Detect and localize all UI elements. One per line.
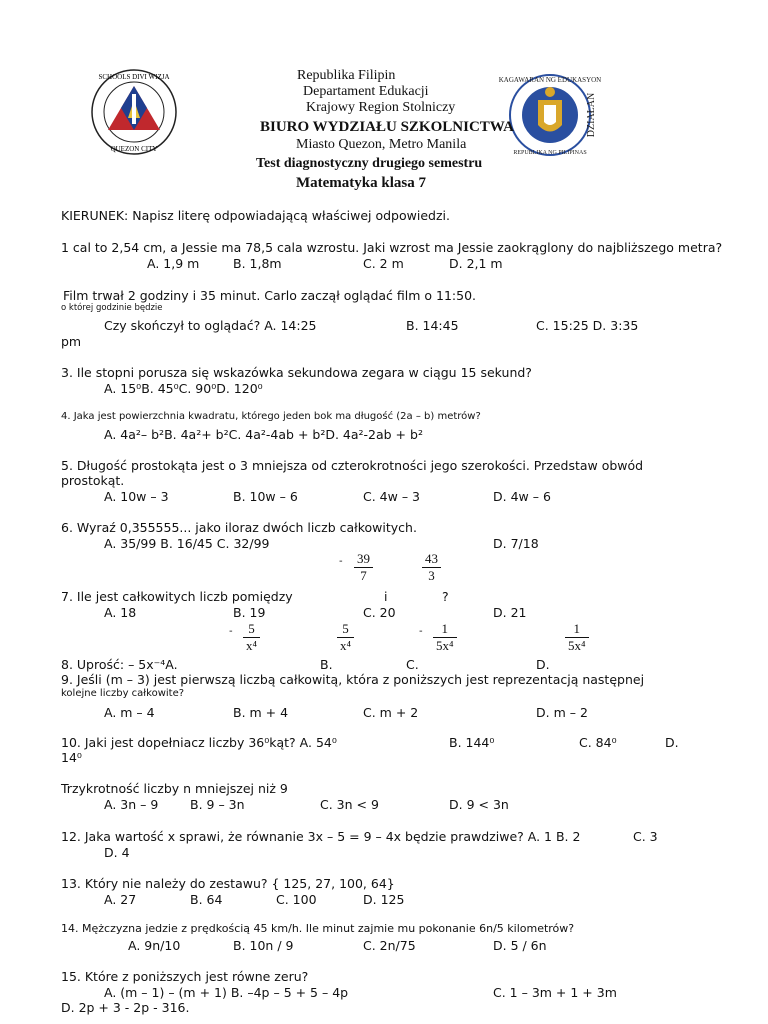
q4-text: 4. Jaka jest powierzchnia kwadratu, którego jeden bok ma długość (2a – b) metrów?: [61, 411, 481, 422]
q11-option-d: D. 9 < 3n: [449, 797, 509, 812]
q11-text: Trzykrotność liczby n mniejszej niż 9: [61, 781, 288, 796]
header-department: Departament Edukacji: [303, 84, 429, 99]
q12-option-d: D. 4: [104, 845, 130, 860]
header-office: BIURO WYDZIAŁU SZKOLNICTWA: [260, 119, 514, 135]
q7-fraction-2: [422, 551, 441, 584]
right-seal: [498, 70, 602, 160]
q2-text: Film trwał 2 godziny i 35 minut. Carlo zaczął oglądać film o 11:50.: [63, 288, 476, 303]
svg-text:KAGAWARAN NG EDUKASYON: KAGAWARAN NG EDUKASYON: [498, 76, 602, 84]
q9-option-d: D. m – 2: [536, 705, 588, 720]
header-city: Miasto Quezon, Metro Manila: [296, 137, 467, 152]
q5-text: 5. Długość prostokąta jest o 3 mniejsza od czterokrotności jego szerokości. Przedstaw obwód: [61, 458, 644, 473]
svg-text:SCHOOLS DIVI WIZJA: SCHOOLS DIVI WIZJA: [98, 73, 170, 81]
q10-option-d: D.: [665, 735, 679, 750]
deped-seal-icon: [498, 70, 602, 160]
q9-text: 9. Jeśli (m – 3) jest pierwszą liczbą całkowitą, która z poniższych jest reprezentacją następnej: [61, 672, 645, 687]
q1-option-a: A. 1,9 m: [147, 256, 200, 271]
q13-option-a: A. 27: [104, 892, 137, 907]
q10-option-d-value: 14⁰: [61, 750, 82, 765]
q2-line: Czy skończył to oglądać? A. 14:25: [104, 318, 317, 333]
q8-f4-num: 1: [565, 621, 589, 638]
q13-option-b: B. 64: [190, 892, 223, 907]
q6-options-abc: A. 35/99 B. 16/45 C. 32/99: [104, 536, 270, 551]
q11-option-a: A. 3n – 9: [104, 797, 159, 812]
q5-option-b: B. 10w – 6: [233, 489, 298, 504]
q10-option-c: C. 84⁰: [579, 735, 617, 750]
q7-frac1-sign: -: [339, 556, 343, 567]
q9-option-a: A. m – 4: [104, 705, 155, 720]
q14-option-d: D. 5 / 6n: [493, 938, 547, 953]
q15-options-ab: A. (m – 1) – (m + 1) B. –4p – 5 + 5 – 4p: [104, 985, 349, 1000]
q14-option-b: B. 10n / 9: [233, 938, 294, 953]
q15-option-c: C. 1 – 3m + 1 + 3m: [493, 985, 617, 1000]
q8-fraction-c: [433, 621, 457, 654]
q7-option-b: B. 19: [233, 605, 266, 620]
q8-option-b: B.: [320, 657, 333, 672]
q9-option-b: B. m + 4: [233, 705, 289, 720]
q13-option-c: C. 100: [276, 892, 317, 907]
q7-frac1-num: 39: [354, 551, 373, 568]
q5-option-c: C. 4w – 3: [363, 489, 421, 504]
q8-f3-sign: -: [419, 626, 423, 637]
q2-small-text: o której godzinie będzie: [61, 303, 163, 313]
q7-frac2-den: 3: [428, 568, 435, 583]
q14-text: 14. Mężczyzna jedzie z prędkością 45 km/h. Ile minut zajmie mu pokonanie 6n/5 kilometrów?: [61, 922, 575, 935]
q4-answers: A. 4a²– b²B. 4a²+ b²C. 4a²-4ab + b²D. 4a²-2ab + b²: [104, 427, 423, 442]
svg-text:REPUBLIKA NG PILIPINAS: REPUBLIKA NG PILIPINAS: [513, 150, 587, 156]
q11-option-c: C. 3n < 9: [320, 797, 379, 812]
q14-option-c: C. 2n/75: [363, 938, 416, 953]
q6-text: 6. Wyraź 0,355555... jako iloraz dwóch liczb całkowitych.: [61, 520, 417, 535]
svg-text:DZIAŁAN: DZIAŁAN: [586, 92, 597, 138]
q2-option-cd: C. 15:25 D. 3:35: [536, 318, 639, 333]
q13-text: 13. Który nie należy do zestawu? { 125, 27, 100, 64}: [61, 876, 395, 891]
q8-f3-num: 1: [433, 621, 457, 638]
q8-f4-den: 5x⁴: [568, 638, 586, 653]
q8-f1-num: 5: [243, 621, 260, 638]
q7-text: 7. Ile jest całkowitych liczb pomiędzy: [61, 589, 293, 604]
q8-fraction-b: [337, 621, 354, 654]
svg-text:QUEZON CITY: QUEZON CITY: [110, 145, 158, 153]
q15-option-d: D. 2p + 3 - 2p - 316.: [61, 1000, 190, 1015]
q2-pm: pm: [61, 334, 82, 349]
q7-fraction-1: [354, 551, 373, 584]
q12-option-c: C. 3: [633, 829, 658, 844]
q13-option-d: D. 125: [363, 892, 405, 907]
q7-frac1-den: 7: [360, 568, 367, 583]
q8-fraction-d: [565, 621, 589, 654]
q14-option-a: A. 9n/10: [128, 938, 181, 953]
q7-option-d: D. 21: [493, 605, 527, 620]
q2-option-b: B. 14:45: [406, 318, 459, 333]
header-republic: Republika Filipin: [297, 68, 396, 83]
q8-f2-num: 5: [337, 621, 354, 638]
subject-title: Matematyka klasa 7: [296, 175, 426, 191]
q8-fraction-a: [243, 621, 260, 654]
q5-option-d: D. 4w – 6: [493, 489, 551, 504]
q7-question-mark: ?: [442, 589, 449, 604]
q8-text: 8. Uprość: – 5x⁻⁴A.: [61, 657, 178, 672]
q8-f3-den: 5x⁴: [436, 638, 454, 653]
q8-f1-den: x⁴: [246, 638, 258, 653]
q8-f2-den: x⁴: [340, 638, 352, 653]
header-region: Krajowy Region Stolniczy: [306, 100, 456, 115]
q10-text: 10. Jaki jest dopełniacz liczby 36⁰kąt? A. 54⁰: [61, 735, 337, 750]
q7-frac2-num: 43: [422, 551, 441, 568]
q6-option-d: D. 7/18: [493, 536, 539, 551]
schools-division-seal-icon: [90, 68, 178, 156]
q1-option-c: C. 2 m: [363, 256, 404, 271]
q3-answers: A. 15⁰B. 45⁰C. 90⁰D. 120⁰: [104, 381, 263, 396]
q1-text: 1 cal to 2,54 cm, a Jessie ma 78,5 cala wzrostu. Jaki wzrost ma Jessie zaokrąglony do najbliższego metra?: [61, 240, 723, 255]
q7-option-a: A. 18: [104, 605, 137, 620]
q5-text-2: prostokąt.: [61, 473, 125, 488]
q7-and: i: [384, 589, 388, 604]
q1-option-d: D. 2,1 m: [449, 256, 503, 271]
q8-f1-sign: -: [229, 626, 233, 637]
q9-option-c: C. m + 2: [363, 705, 419, 720]
test-title: Test diagnostyczny drugiego semestru: [256, 156, 483, 171]
q10-option-b: B. 144⁰: [449, 735, 495, 750]
q8-option-d: D.: [536, 657, 550, 672]
q7-option-c: C. 20: [363, 605, 396, 620]
instruction: KIERUNEK: Napisz literę odpowiadającą właściwej odpowiedzi.: [61, 208, 450, 223]
q3-text: 3. Ile stopni porusza się wskazówka sekundowa zegara w ciągu 15 sekund?: [61, 365, 532, 380]
left-seal: [90, 68, 178, 156]
q12-text: 12. Jaka wartość x sprawi, że równanie 3x – 5 = 9 – 4x będzie prawdziwe? A. 1 B. 2: [61, 829, 581, 844]
q5-option-a: A. 10w – 3: [104, 489, 169, 504]
q8-option-c: C.: [406, 657, 419, 672]
q11-option-b: B. 9 – 3n: [190, 797, 245, 812]
q15-text: 15. Które z poniższych jest równe zeru?: [61, 969, 309, 984]
q9-text-2: kolejne liczby całkowite?: [61, 688, 185, 699]
q1-option-b: B. 1,8m: [233, 256, 282, 271]
